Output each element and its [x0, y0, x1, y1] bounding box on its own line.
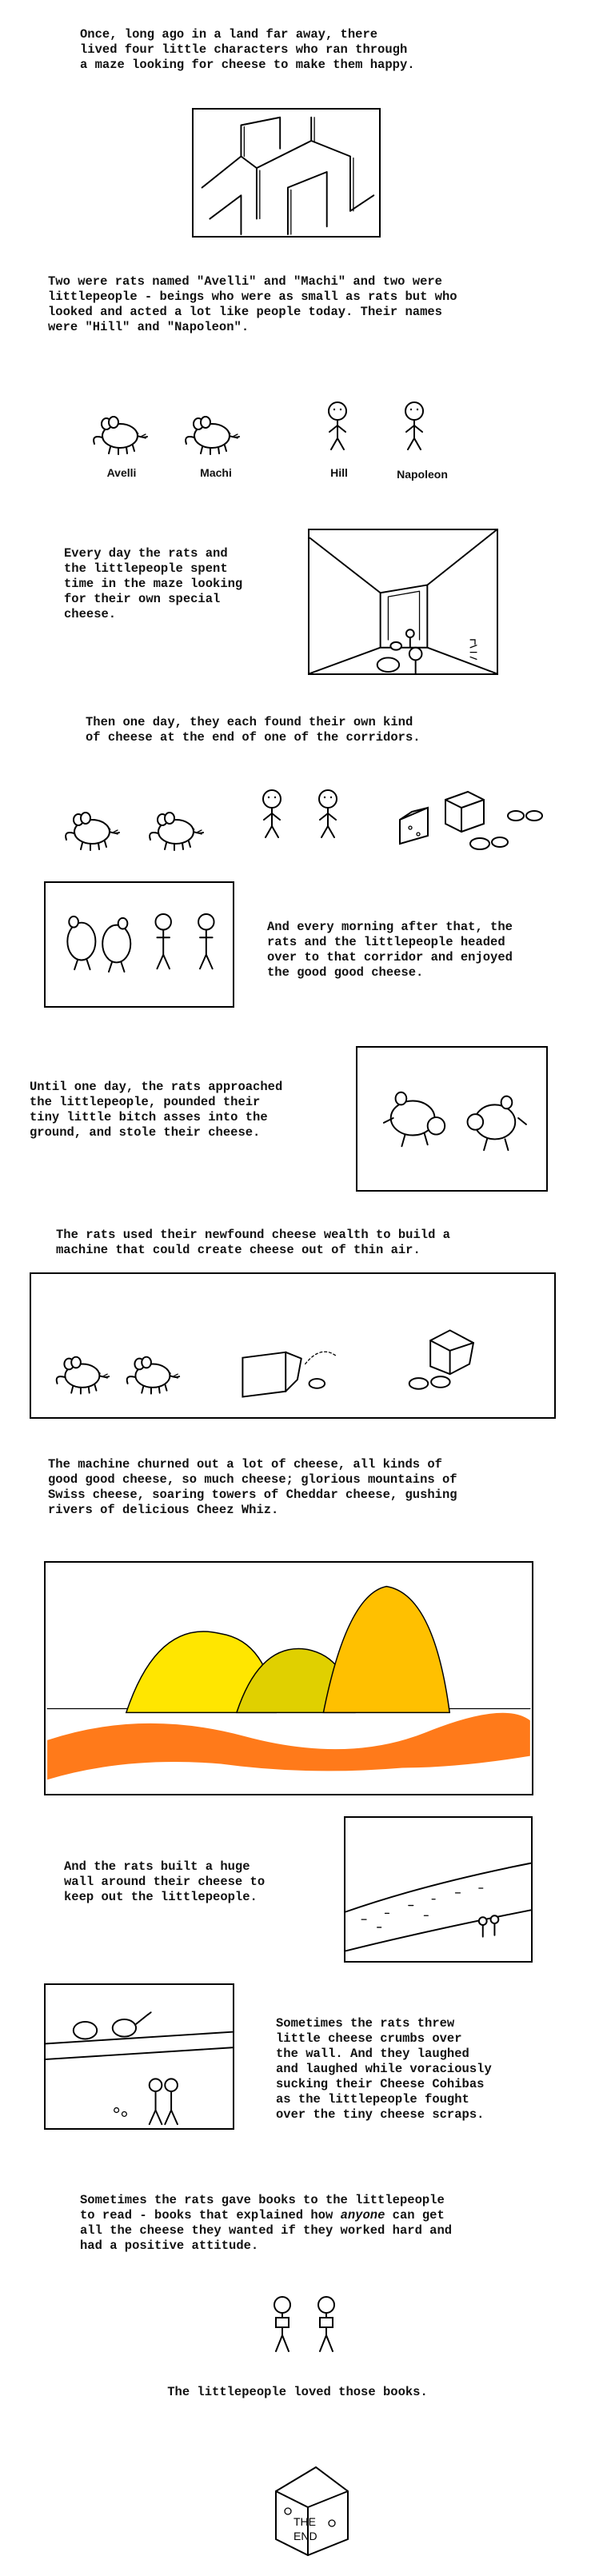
- caption-intro: Once, long ago in a land far away, there lived four little characters who ran through a maze looking for cheese to make them happy.: [80, 27, 415, 72]
- caption-characters: Two were rats named "Avelli" and "Machi" and two were littlepeople - beings who were as small as rats but who looked and acted a lot like people today. Their names were "Hill" and "Napoleon".: [48, 274, 457, 334]
- name-avelli: Avelli: [106, 466, 137, 479]
- caption-loved-books: The littlepeople loved those books.: [167, 2385, 428, 2399]
- book-icon: [320, 2318, 333, 2327]
- cheese-wedge-icon: [400, 808, 428, 844]
- person-napoleon: [405, 402, 423, 449]
- caption-wall: And the rats built a huge wall around their cheese to keep out the littlepeople.: [64, 1859, 266, 1904]
- caption-every-morning: And every morning after that, the rats and the littlepeople headed over to that corridor and enjoyed the good good cheese.: [267, 920, 513, 980]
- caption-books: Sometimes the rats gave books to the littlepeople to read - books that explained how anyone can get all the cheese they wanted if they worked hard and had a positive attitude.: [80, 2193, 453, 2253]
- panel-cheese-mountains: [44, 1561, 533, 1795]
- caption-found-cheese: Then one day, they each found their own kind of cheese at the end of one of the corridors.: [86, 715, 421, 745]
- maze-illustration: [194, 110, 379, 236]
- panel-attack: [356, 1046, 548, 1192]
- corridor-illustration: [309, 530, 497, 673]
- caption-mountains: The machine churned out a lot of cheese, all kinds of good good cheese, so much cheese; glorious mountains of Swiss cheese, soaring towers of Cheddar cheese, gushing rivers of delicious Cheez Whiz.: [48, 1457, 457, 1517]
- cheese-block-icon: [445, 792, 484, 832]
- panel-machine: [30, 1272, 556, 1419]
- crumbs-illustration: [46, 1985, 233, 2128]
- cheese-machine-icon: [242, 1352, 336, 1396]
- panel-crumbs: [44, 1983, 234, 2130]
- name-machi: Machi: [200, 466, 232, 479]
- machine-illustration: [31, 1274, 554, 1417]
- panel-maze: [192, 108, 381, 238]
- enjoy-cheese-illustration: [46, 883, 233, 1006]
- found-cheese-scene: [52, 780, 556, 868]
- name-napoleon: Napoleon: [397, 468, 448, 481]
- caption-crumbs: Sometimes the rats threw little cheese crumbs over the wall. And they laughed and laughed while voraciously sucking their Cheese Cohibas as the littlepeople fought over the tiny cheese scraps.: [276, 2016, 492, 2122]
- panel-enjoy-cheese: [44, 881, 234, 1008]
- rat-machi: [186, 417, 239, 454]
- rat-avelli: [94, 417, 147, 454]
- the-end-cheese: [268, 2463, 356, 2559]
- caption-stole-cheese: Until one day, the rats approached the littlepeople, pounded their tiny little bitch asses into the ground, and stole their cheese.: [30, 1080, 283, 1140]
- caption-machine: The rats used their newfound cheese wealth to build a machine that could create cheese out of thin air.: [56, 1228, 450, 1257]
- person-hill: [329, 402, 346, 449]
- caption-every-day: Every day the rats and the littlepeople spent time in the maze looking for their own special cheese.: [64, 546, 243, 621]
- end-line-2: END: [294, 2530, 317, 2542]
- panel-wall: [344, 1816, 533, 1963]
- littlepeople-reading: [254, 2294, 358, 2358]
- panel-corridor: [308, 529, 498, 675]
- name-hill: Hill: [330, 466, 348, 479]
- attack-illustration: [357, 1048, 546, 1190]
- end-line-1: THE: [294, 2515, 316, 2528]
- wall-illustration: [345, 1818, 531, 1961]
- cheese-mountains-illustration: [46, 1563, 532, 1794]
- book-icon: [276, 2318, 289, 2327]
